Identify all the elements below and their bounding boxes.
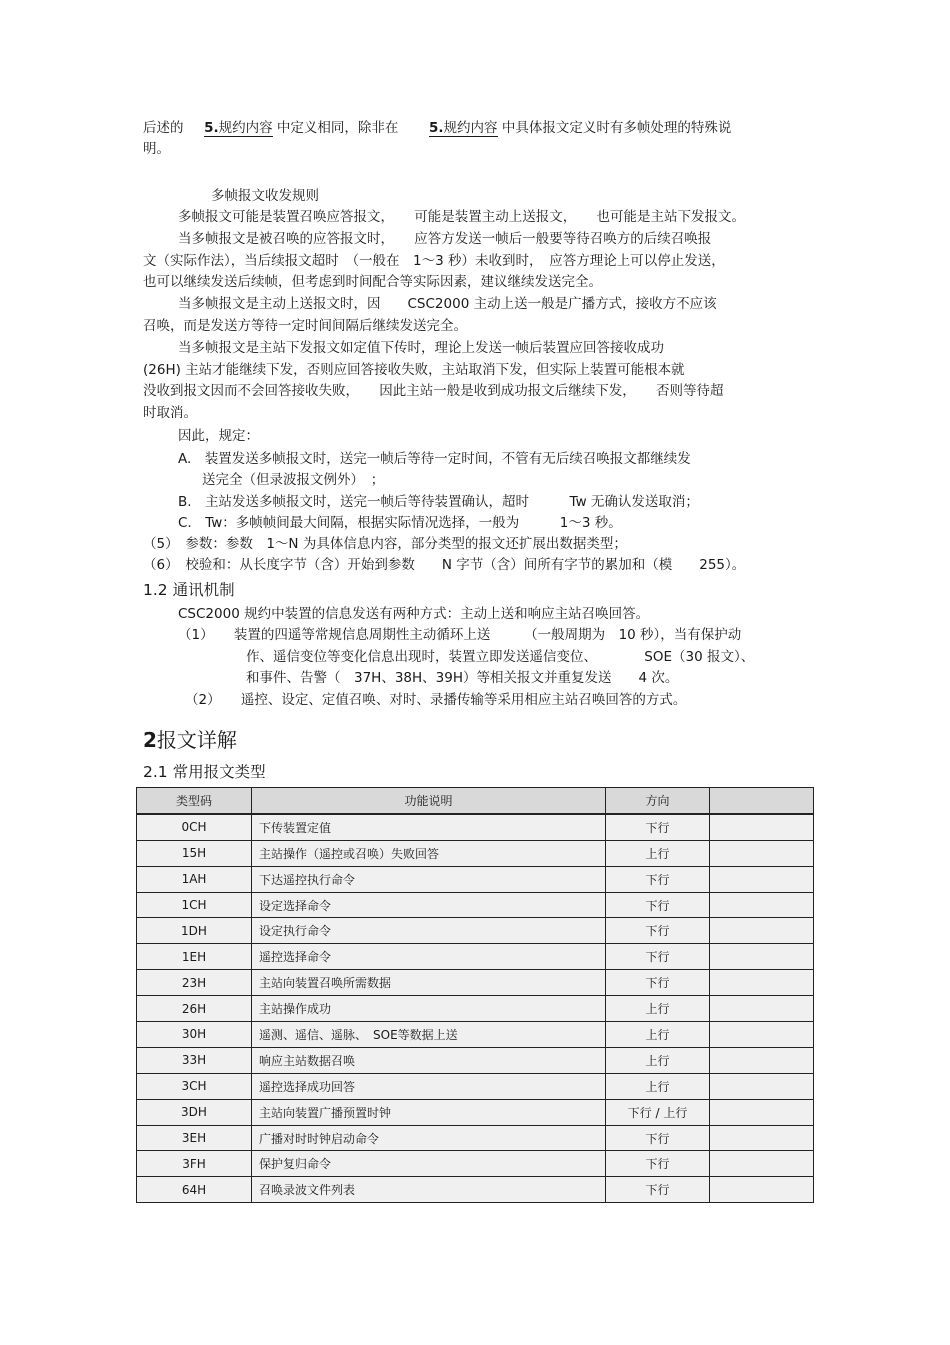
direction-cell: 下行 (606, 1177, 710, 1203)
function-cell: 广播对时时钟启动命令 (252, 1125, 606, 1151)
header-function: 功能说明 (252, 788, 606, 814)
extra-cell (710, 1047, 814, 1073)
intro-mid: 中定义相同，除非在 (276, 120, 399, 136)
multiframe-p4-l2: (26H) 主站才能继续下发，否则应回答接收失败，主站取消下发，但实际上装置可能根本就 (143, 362, 685, 378)
message-type-table (136, 787, 814, 1203)
rule-intro: 因此，规定： (178, 428, 259, 444)
direction-cell: 上行 (606, 1047, 710, 1073)
direction-cell: 上行 (606, 840, 710, 866)
type-code-cell: 26H (137, 996, 252, 1022)
section-2-title: 2报文详解 (143, 728, 237, 752)
function-cell: 主站向装置广播预置时钟 (252, 1099, 606, 1125)
extra-cell (710, 814, 814, 840)
direction-cell: 下行 (606, 1151, 710, 1177)
function-cell: 遥控选择成功回答 (252, 1073, 606, 1099)
direction-cell: 下行 (606, 814, 710, 840)
function-cell: 主站向装置召唤所需数据 (252, 970, 606, 996)
mechanism-item-1-l1: （1） 装置的四遥等常规信息周期性主动循环上送 （一般周期为 10 秒），当有保护动 (178, 627, 742, 643)
multiframe-p2-l2: 文（实际作法），当后续报文超时 （一般在 1～3 秒）未收到时， 应答方理论上可以停止发送， (143, 253, 725, 269)
section-1-2-intro: CSC2000 规约中装置的信息发送有两种方式：主动上送和响应主站召唤回答。 (178, 606, 650, 622)
direction-cell: 下行 (606, 944, 710, 970)
function-cell: 召唤录波文件列表 (252, 1177, 606, 1203)
table-header-row (137, 788, 814, 814)
type-code-cell: 23H (137, 970, 252, 996)
header-type-code: 类型码 (137, 788, 252, 814)
intro-line (143, 118, 731, 138)
function-cell: 下达遥控执行命令 (252, 866, 606, 892)
function-cell: 响应主站数据召唤 (252, 1047, 606, 1073)
intro-suffix: 中具体报文定义时有多帧处理的特殊说 (501, 120, 732, 136)
section-1-2-title: 1.2 通讯机制 (143, 581, 235, 599)
type-code-cell: 1AH (137, 866, 252, 892)
function-cell: 下传装置定值 (252, 814, 606, 840)
section-5-link-2[interactable]: 5.规约内容 (429, 120, 498, 136)
rule-b: B. 主站发送多帧报文时，送完一帧后等待装置确认，超时 Tw 无确认发送取消； (178, 494, 699, 510)
direction-cell: 下行 (606, 918, 710, 944)
type-code-cell: 64H (137, 1177, 252, 1203)
table-row (137, 918, 814, 944)
function-cell: 遥测、遥信、遥脉、 SOE等数据上送 (252, 1022, 606, 1048)
direction-cell: 上行 (606, 996, 710, 1022)
table-row (137, 1177, 814, 1203)
direction-cell: 下行 (606, 1125, 710, 1151)
header-direction: 方向 (606, 788, 710, 814)
type-code-cell: 1EH (137, 944, 252, 970)
extra-cell (710, 1099, 814, 1125)
item-6: （6） 校验和：从长度字节（含）开始到参数 N 字节（含）间所有字节的累加和（模 255）。 (143, 557, 746, 573)
function-cell: 主站操作成功 (252, 996, 606, 1022)
rule-a-l2: 送完全（但录波报文例外） ； (202, 472, 385, 488)
direction-cell: 下行 (606, 892, 710, 918)
mechanism-item-1-l2: 作、遥信变位等变化信息出现时，装置立即发送遥信变位、 SOE（30 报文）、 (246, 649, 755, 665)
extra-cell (710, 866, 814, 892)
item-5: （5） 参数：参数 1～N 为具体信息内容，部分类型的报文还扩展出数据类型； (143, 536, 627, 552)
extra-cell (710, 918, 814, 944)
table-row (137, 1125, 814, 1151)
mechanism-item-2: （2） 遥控、设定、定值召唤、对时、录播传输等采用相应主站召唤回答的方式。 (185, 692, 687, 708)
intro-cont: 明。 (143, 141, 170, 157)
table-row (137, 866, 814, 892)
multiframe-p1: 多帧报文可能是装置召唤应答报文， 可能是装置主动上送报文， 也可能是主站下发报文。 (178, 209, 745, 225)
extra-cell (710, 840, 814, 866)
multiframe-p4-l3: 没收到报文因而不会回答接收失败， 因此主站一般是收到成功报文后继续下发， 否则等待超 (143, 383, 724, 399)
function-cell: 设定选择命令 (252, 892, 606, 918)
table-row (137, 1151, 814, 1177)
direction-cell: 下行 (606, 866, 710, 892)
multiframe-p3-l2: 召唤，而是发送方等待一定时间间隔后继续发送完全。 (143, 318, 467, 334)
direction-cell: 上行 (606, 1022, 710, 1048)
type-code-cell: 30H (137, 1022, 252, 1048)
extra-cell (710, 1022, 814, 1048)
mechanism-item-1-l3: 和事件、告警（ 37H、38H、39H）等相关报文并重复发送 4 次。 (246, 670, 679, 686)
section-2-1-title: 2.1 常用报文类型 (143, 763, 266, 781)
function-cell: 设定执行命令 (252, 918, 606, 944)
type-code-cell: 3EH (137, 1125, 252, 1151)
multiframe-p2-l3: 也可以继续发送后续帧，但考虑到时间配合等实际因素，建议继续发送完全。 (143, 274, 602, 290)
multiframe-p4-l4: 时取消。 (143, 405, 197, 421)
table-row (137, 1099, 814, 1125)
table-row (137, 970, 814, 996)
table-row (137, 892, 814, 918)
direction-cell: 下行 (606, 970, 710, 996)
table-row (137, 840, 814, 866)
multiframe-p3-l1: 当多帧报文是主动上送报文时，因 CSC2000 主动上送一般是广播方式，接收方不应该 (178, 296, 717, 312)
type-code-cell: 33H (137, 1047, 252, 1073)
extra-cell (710, 996, 814, 1022)
extra-cell (710, 1125, 814, 1151)
function-cell: 保护复归命令 (252, 1151, 606, 1177)
multiframe-p2-l1: 当多帧报文是被召唤的应答报文时， 应答方发送一帧后一般要等待召唤方的后续召唤报 (178, 231, 712, 247)
type-code-cell: 0CH (137, 814, 252, 840)
table-row (137, 996, 814, 1022)
function-cell: 遥控选择命令 (252, 944, 606, 970)
extra-cell (710, 1151, 814, 1177)
type-code-cell: 15H (137, 840, 252, 866)
type-code-cell: 3FH (137, 1151, 252, 1177)
extra-cell (710, 1177, 814, 1203)
type-code-cell: 1DH (137, 918, 252, 944)
rule-c: C. Tw：多帧帧间最大间隔，根据实际情况选择，一般为 1～3 秒。 (178, 515, 622, 531)
table-row (137, 1073, 814, 1099)
table-row (137, 1022, 814, 1048)
extra-cell (710, 892, 814, 918)
type-code-cell: 3DH (137, 1099, 252, 1125)
type-code-cell: 1CH (137, 892, 252, 918)
intro-prefix: 后述的 (143, 120, 184, 136)
multiframe-p4-l1: 当多帧报文是主站下发报文如定值下传时，理论上发送一帧后装置应回答接收成功 (178, 340, 664, 356)
extra-cell (710, 944, 814, 970)
header-extra (710, 788, 814, 814)
multiframe-title: 多帧报文收发规则 (211, 188, 319, 204)
table-row (137, 1047, 814, 1073)
extra-cell (710, 1073, 814, 1099)
section-5-link[interactable]: 5.规约内容 (204, 120, 273, 136)
table-row (137, 944, 814, 970)
rule-a-l1: A. 装置发送多帧报文时，送完一帧后等待一定时间，不管有无后续召唤报文都继续发 (178, 451, 691, 467)
extra-cell (710, 970, 814, 996)
direction-cell: 下行 / 上行 (606, 1099, 710, 1125)
direction-cell: 上行 (606, 1073, 710, 1099)
function-cell: 主站操作（遥控或召唤）失败回答 (252, 840, 606, 866)
table-row (137, 814, 814, 840)
type-code-cell: 3CH (137, 1073, 252, 1099)
